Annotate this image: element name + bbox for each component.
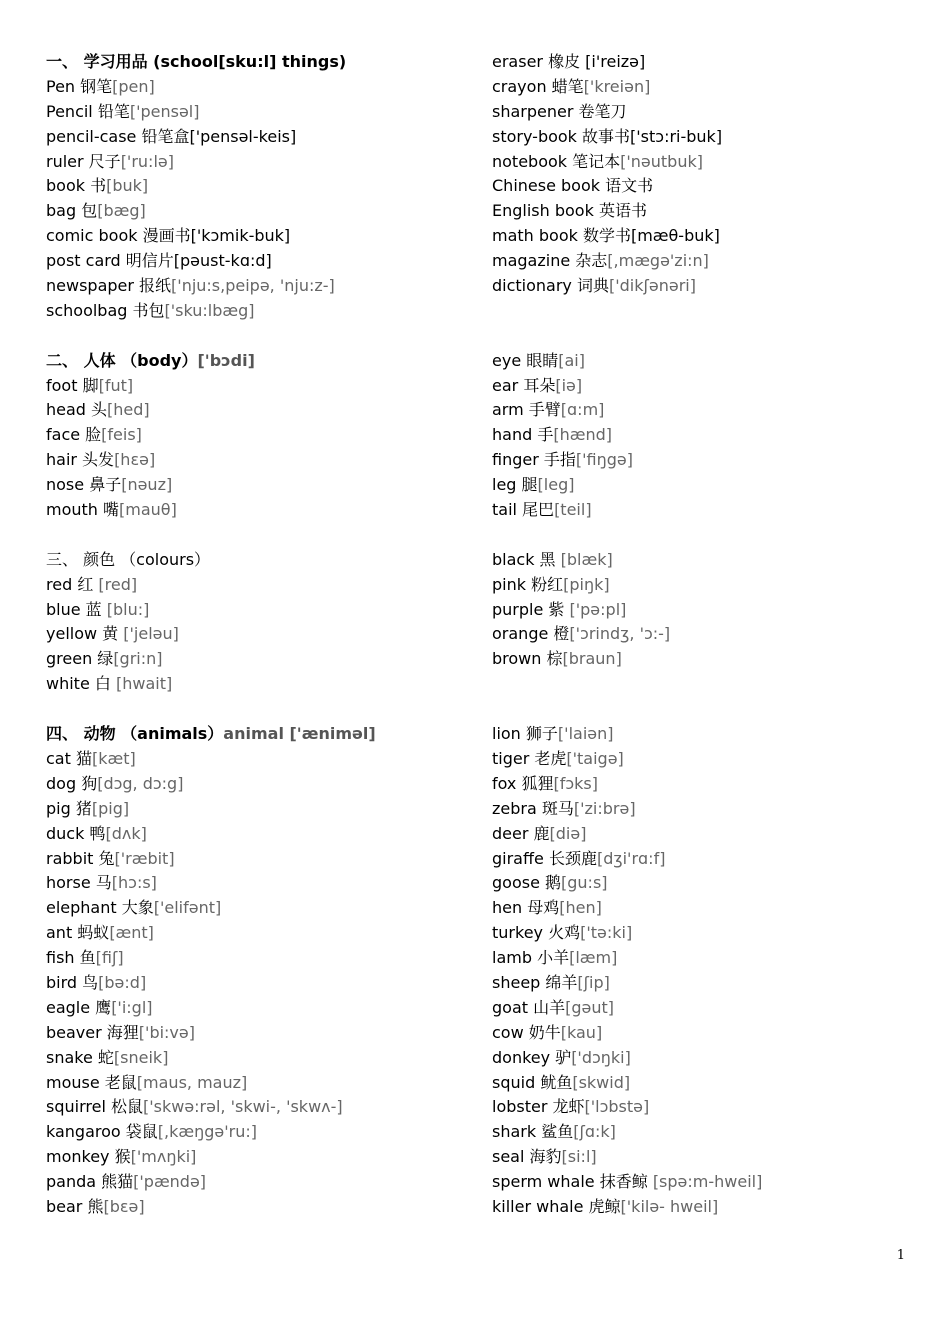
entry-phonetic: [skwid] [572, 1072, 631, 1092]
vocab-entry [46, 971, 476, 996]
vocab-entry [492, 473, 932, 498]
section-heading [46, 50, 476, 75]
entry-phonetic: [dɔg, dɔ:g] [97, 773, 184, 793]
left-column [46, 50, 476, 1220]
vocab-entry [46, 747, 476, 772]
entry-phonetic: ['jeləu] [123, 624, 179, 644]
entry-phonetic: [hɔ:s] [111, 873, 157, 893]
vocab-entry [492, 398, 932, 423]
vocab-entry [492, 573, 932, 598]
entry-phonetic: [maus, mauz] [136, 1072, 248, 1092]
entry-phonetic: [gu:s] [561, 873, 608, 893]
entry-phonetic: [hed] [107, 400, 150, 420]
entry-word: pencil-case 铅笔盒['pensəl-keis] [46, 126, 297, 146]
entry-phonetic: ['mʌŋki] [130, 1147, 197, 1167]
entry-phonetic: [ai] [558, 350, 585, 370]
entry-phonetic: ['nju:s,peipə, 'nju:z-] [171, 276, 335, 296]
entry-word: seal 海豹 [492, 1147, 562, 1167]
entry-word: squirrel 松鼠 [46, 1097, 143, 1117]
entry-word: story-book 故事书['stɔ:ri-buk] [492, 126, 723, 146]
entry-phonetic: [blæk] [560, 549, 613, 569]
entry-phonetic: [kau] [560, 1022, 603, 1042]
entry-word: sheep 绵羊 [492, 972, 578, 992]
section-heading [46, 722, 476, 747]
entry-phonetic: [bæg] [97, 201, 146, 221]
vocab-entry [492, 772, 932, 797]
entry-word: eraser 橡皮 [i'reizə] [492, 52, 646, 71]
entry-phonetic: [nəuz] [121, 475, 173, 495]
entry-word: mouse 老鼠 [46, 1072, 137, 1092]
vocab-entry [46, 797, 476, 822]
entry-word: giraffe 长颈鹿 [492, 848, 597, 868]
vocab-entry [492, 1120, 932, 1145]
entry-word: deer 鹿 [492, 823, 550, 843]
entry-phonetic: [ænt] [109, 923, 154, 943]
entry-word: fox 狐狸 [492, 773, 554, 793]
vocab-entry [492, 448, 932, 473]
spacer [492, 324, 932, 349]
entry-phonetic: ['laiən] [557, 724, 614, 744]
entry-word: 三、 颜色 （colours） [46, 549, 211, 569]
entry-phonetic: [spə:m-hweil] [652, 1172, 763, 1192]
entry-word: tail 尾巴 [492, 500, 555, 520]
vocab-entry [46, 847, 476, 872]
vocab-entry [46, 1145, 476, 1170]
vocab-entry [46, 1046, 476, 1071]
vocab-entry [492, 1195, 932, 1220]
entry-phonetic: [fiʃ] [95, 948, 124, 968]
entry-phonetic: [diə] [549, 823, 587, 843]
entry-phonetic: [teil] [554, 500, 592, 520]
vocab-entry [46, 822, 476, 847]
entry-phonetic: ['sku:lbæg] [164, 300, 255, 320]
vocab-entry [46, 548, 476, 573]
entry-word: pig 猪 [46, 798, 92, 818]
entry-phonetic: ['dɔŋki] [571, 1047, 631, 1067]
entry-word: tiger 老虎 [492, 748, 567, 768]
entry-phonetic: [blu:] [106, 599, 150, 619]
entry-phonetic: ['bɔdi] [197, 350, 255, 370]
spacer [492, 672, 932, 697]
entry-word: magazine 杂志 [492, 251, 608, 271]
entry-word: bird 鸟 [46, 972, 99, 992]
vocab-entry [492, 249, 932, 274]
entry-phonetic: ['elifənt] [153, 898, 222, 918]
vocab-entry [492, 647, 932, 672]
entry-word: snake 蛇 [46, 1047, 114, 1067]
vocab-entry [46, 150, 476, 175]
entry-word: Chinese book 语文书 [492, 176, 654, 196]
entry-word: mouth 嘴 [46, 500, 120, 520]
vocab-entry [492, 1145, 932, 1170]
entry-word: rabbit 兔 [46, 848, 115, 868]
entry-word: Pen 钢笔 [46, 76, 113, 96]
entry-word: ant 蚂蚁 [46, 923, 110, 943]
entry-phonetic: [fɔks] [553, 773, 599, 793]
entry-phonetic: [leg] [537, 475, 575, 495]
entry-word: cat 猫 [46, 748, 92, 768]
entry-word: blue 蓝 [46, 599, 107, 619]
vocab-entry [492, 747, 932, 772]
vocab-entry [492, 598, 932, 623]
vocab-entry [492, 374, 932, 399]
entry-word: orange 橙 [492, 624, 570, 644]
vocab-entry [46, 374, 476, 399]
entry-word: hair 头发 [46, 450, 115, 470]
vocab-entry [492, 797, 932, 822]
vocab-entry [492, 622, 932, 647]
vocab-entry [492, 548, 932, 573]
entry-word: goat 山羊 [492, 997, 566, 1017]
entry-phonetic: [dʒi'rɑ:f] [596, 848, 666, 868]
vocab-entry [492, 349, 932, 374]
entry-word: ear 耳朵 [492, 375, 556, 395]
vocab-entry [46, 1021, 476, 1046]
entry-phonetic: ['taigə] [566, 748, 624, 768]
entry-word: purple 紫 [492, 599, 570, 619]
vocab-entry [492, 199, 932, 224]
entry-phonetic: ['fiŋgə] [575, 450, 633, 470]
entry-phonetic: ['pændə] [133, 1172, 207, 1192]
entry-phonetic: [dʌk] [105, 823, 147, 843]
entry-phonetic: [pen] [112, 76, 155, 96]
entry-word: sperm whale 抹香鲸 [492, 1172, 653, 1192]
spacer [492, 697, 932, 722]
vocab-entry [492, 946, 932, 971]
entry-word: crayon 蜡笔 [492, 76, 584, 96]
entry-word: ruler 尺子 [46, 151, 121, 171]
entry-word: kangaroo 袋鼠 [46, 1122, 158, 1142]
entry-phonetic: [gəut] [565, 997, 615, 1017]
entry-phonetic: ['dikʃənəri] [609, 276, 696, 296]
entry-word: head 头 [46, 400, 108, 420]
entry-word: cow 奶牛 [492, 1022, 561, 1042]
vocab-entry [492, 1170, 932, 1195]
vocab-entry [46, 125, 476, 150]
section-heading [46, 349, 476, 374]
entry-phonetic: ['tə:ki] [580, 923, 633, 943]
vocab-entry [46, 622, 476, 647]
entry-word: finger 手指 [492, 450, 576, 470]
vocab-entry [492, 996, 932, 1021]
entry-word: 二、 人体 （body） [46, 350, 198, 370]
entry-word: shark 鲨鱼 [492, 1122, 574, 1142]
entry-phonetic: [kæt] [91, 748, 136, 768]
vocab-entry [46, 921, 476, 946]
entry-phonetic: ['nəutbuk] [620, 151, 703, 171]
vocab-entry [46, 1120, 476, 1145]
vocab-entry [492, 1095, 932, 1120]
vocab-entry [46, 598, 476, 623]
entry-word: monkey 猴 [46, 1147, 131, 1167]
entry-phonetic: [ʃɑ:k] [573, 1122, 616, 1142]
vocab-entry [46, 1195, 476, 1220]
vocab-entry [46, 896, 476, 921]
vocab-entry [492, 896, 932, 921]
vocab-entry [46, 498, 476, 523]
vocab-entry [492, 1071, 932, 1096]
entry-word: beaver 海狸 [46, 1022, 139, 1042]
vocab-entry [46, 772, 476, 797]
entry-phonetic: ['pensəl] [129, 101, 200, 121]
entry-word: green 绿 [46, 649, 114, 669]
entry-word: nose 鼻子 [46, 475, 122, 495]
entry-phonetic: ['ɔrindʒ, 'ɔ:-] [569, 624, 671, 644]
entry-word: face 脸 [46, 425, 102, 445]
vocab-entry [492, 224, 932, 249]
spacer [492, 523, 932, 548]
vocab-entry [46, 174, 476, 199]
entry-phonetic: [hwait] [115, 674, 173, 694]
entry-word: red 红 [46, 574, 99, 594]
entry-phonetic: [hen] [559, 898, 602, 918]
entry-word: post card 明信片[pəust-kɑ:d] [46, 251, 272, 271]
entry-phonetic: [læm] [569, 948, 618, 968]
vocab-entry [492, 722, 932, 747]
entry-phonetic: [iə] [555, 375, 583, 395]
entry-word: donkey 驴 [492, 1047, 572, 1067]
entry-phonetic: animal ['ænimәl] [223, 724, 376, 744]
entry-word: eye 眼睛 [492, 350, 559, 370]
entry-word: schoolbag 书包 [46, 300, 165, 320]
vocab-entry [492, 921, 932, 946]
entry-word: white 白 [46, 674, 116, 694]
spacer [492, 299, 932, 324]
spacer [46, 324, 476, 349]
entry-word: brown 棕 [492, 649, 563, 669]
vocab-entry [46, 224, 476, 249]
vocab-entry [492, 822, 932, 847]
entry-phonetic: [hɛə] [114, 450, 156, 470]
entry-word: arm 手臂 [492, 400, 561, 420]
entry-word: elephant 大象 [46, 898, 154, 918]
entry-word: zebra 斑马 [492, 798, 574, 818]
entry-word: English book 英语书 [492, 201, 647, 221]
vocab-entry [46, 871, 476, 896]
vocab-entry [46, 423, 476, 448]
entry-word: lion 狮子 [492, 724, 558, 744]
vocab-entry [492, 1021, 932, 1046]
entry-word: turkey 火鸡 [492, 923, 581, 943]
vocab-entry [46, 398, 476, 423]
right-column [492, 50, 932, 1220]
entry-phonetic: [bə:d] [98, 972, 147, 992]
spacer [46, 523, 476, 548]
entry-word: bag 包 [46, 201, 98, 221]
entry-word: newspaper 报纸 [46, 276, 172, 296]
vocab-entry [46, 647, 476, 672]
vocab-entry [46, 249, 476, 274]
vocab-entry [46, 996, 476, 1021]
spacer [46, 697, 476, 722]
entry-word: eagle 鹰 [46, 997, 112, 1017]
entry-phonetic: ['kilə- hweil] [620, 1196, 719, 1216]
entry-word: horse 马 [46, 873, 112, 893]
entry-phonetic: [,mægə'zi:n] [607, 251, 709, 271]
entry-word: goose 鹅 [492, 873, 562, 893]
vocab-entry [492, 498, 932, 523]
entry-word: hand 手 [492, 425, 554, 445]
entry-phonetic: [red] [98, 574, 138, 594]
entry-word: hen 母鸡 [492, 898, 560, 918]
entry-word: fish 鱼 [46, 948, 96, 968]
entry-phonetic: ['ru:lə] [120, 151, 174, 171]
entry-phonetic: ['zi:brə] [573, 798, 636, 818]
entry-word: foot 脚 [46, 375, 99, 395]
entry-word: lobster 龙虾 [492, 1097, 585, 1117]
vocab-entry [46, 274, 476, 299]
entry-word: bear 熊 [46, 1196, 104, 1216]
entry-phonetic: ['kreiən] [583, 76, 651, 96]
vocab-entry [46, 1170, 476, 1195]
vocab-entry [46, 100, 476, 125]
entry-phonetic: ['ræbit] [114, 848, 175, 868]
vocab-entry [492, 125, 932, 150]
entry-phonetic: [braun] [562, 649, 622, 669]
vocab-entry [46, 473, 476, 498]
page-number: 1 [896, 1248, 905, 1263]
vocab-entry [46, 1071, 476, 1096]
entry-phonetic: [piŋk] [563, 574, 610, 594]
entry-word: duck 鸭 [46, 823, 106, 843]
entry-word: comic book 漫画书['kɔmik-buk] [46, 226, 291, 246]
entry-phonetic: [buk] [106, 176, 149, 196]
entry-phonetic: [hænd] [553, 425, 612, 445]
entry-phonetic: [si:l] [561, 1147, 597, 1167]
vocab-entry [492, 150, 932, 175]
vocab-entry [46, 573, 476, 598]
entry-phonetic: [mauθ] [119, 500, 177, 520]
entry-word: pink 粉红 [492, 574, 564, 594]
entry-phonetic: ['pə:pl] [569, 599, 627, 619]
vocab-entry [492, 423, 932, 448]
vocab-entry [492, 75, 932, 100]
vocab-entry [492, 971, 932, 996]
entry-word: yellow 黄 [46, 624, 124, 644]
vocab-entry [492, 1046, 932, 1071]
entry-word: 四、 动物 （animals） [46, 724, 224, 744]
vocab-entry [492, 847, 932, 872]
vocab-entry [46, 448, 476, 473]
entry-word: leg 腿 [492, 475, 538, 495]
entry-word: lamb 小羊 [492, 948, 570, 968]
vocab-entry [46, 75, 476, 100]
vocab-entry [46, 1095, 476, 1120]
entry-word: dictionary 词典 [492, 276, 609, 296]
entry-word: 一、 学习用品 (school[sku:l] things) [46, 52, 347, 71]
vocab-entry [46, 672, 476, 697]
vocab-entry [492, 274, 932, 299]
entry-word: sharpener 卷笔刀 [492, 101, 627, 121]
vocab-entry [46, 946, 476, 971]
entry-phonetic: [feis] [101, 425, 142, 445]
entry-phonetic: [fut] [98, 375, 134, 395]
entry-phonetic: [ɑ:m] [560, 400, 605, 420]
entry-phonetic: ['lɔbstə] [584, 1097, 650, 1117]
entry-phonetic: [bɛə] [103, 1196, 145, 1216]
entry-phonetic: [gri:n] [113, 649, 163, 669]
entry-phonetic: ['bi:və] [138, 1022, 195, 1042]
entry-phonetic: [sneik] [113, 1047, 169, 1067]
vocab-entry [492, 100, 932, 125]
entry-phonetic: [ʃip] [577, 972, 610, 992]
entry-word: Pencil 铅笔 [46, 101, 130, 121]
entry-word: notebook 笔记本 [492, 151, 621, 171]
vocab-entry [492, 174, 932, 199]
vocab-entry [492, 50, 932, 75]
vocab-entry [492, 871, 932, 896]
entry-phonetic: [pig] [91, 798, 130, 818]
entry-phonetic: ['skwə:rəl, 'skwi-, 'skwʌ-] [142, 1097, 343, 1117]
entry-word: killer whale 虎鲸 [492, 1196, 621, 1216]
vocab-entry [46, 199, 476, 224]
entry-word: book 书 [46, 176, 107, 196]
entry-word: panda 熊猫 [46, 1172, 134, 1192]
entry-word: squid 鱿鱼 [492, 1072, 573, 1092]
entry-word: black 黑 [492, 549, 561, 569]
entry-phonetic: [,kæŋgə'ru:] [157, 1122, 257, 1142]
vocab-entry [46, 299, 476, 324]
entry-word: dog 狗 [46, 773, 98, 793]
entry-word: math book 数学书[mæθ-buk] [492, 226, 720, 246]
entry-phonetic: ['i:gl] [111, 997, 153, 1017]
